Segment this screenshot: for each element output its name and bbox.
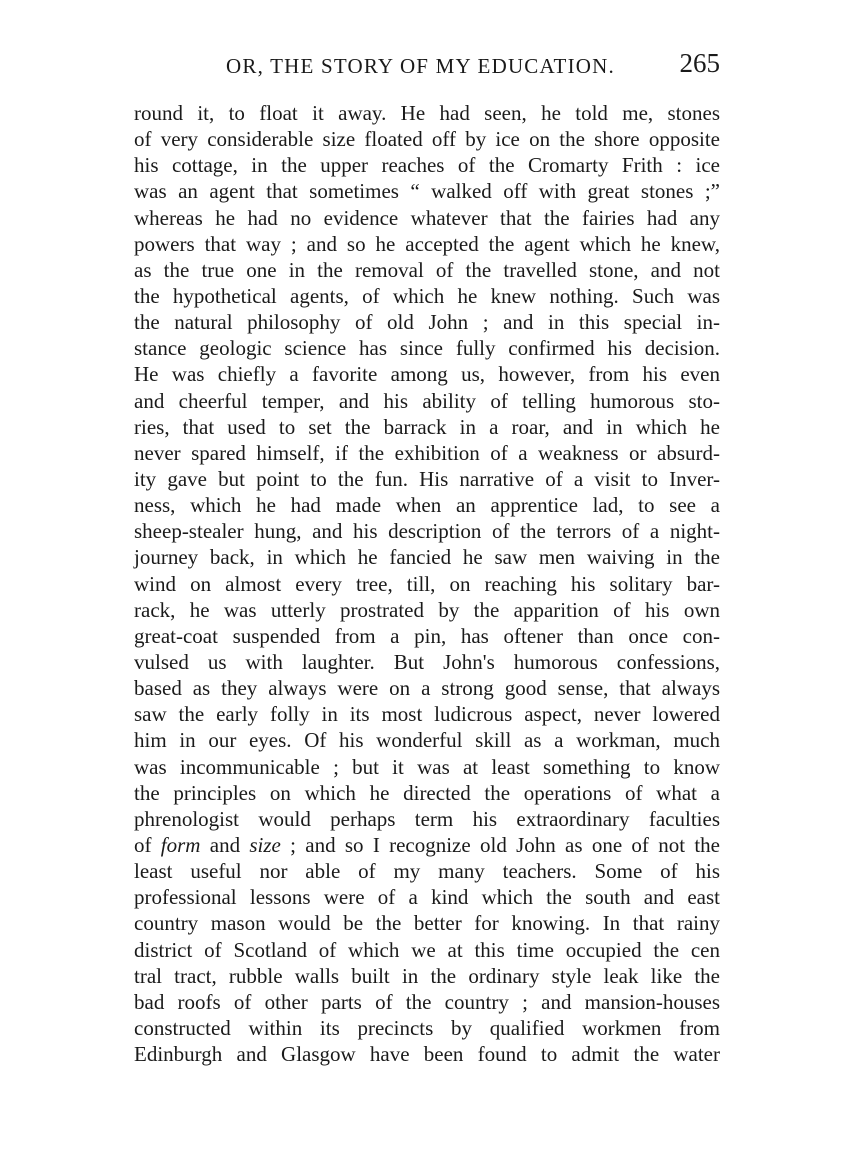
body-text bbox=[134, 100, 720, 1067]
text-line: least useful nor able of my many teachers. Some of his bbox=[134, 859, 720, 884]
text-line: rack, he was utterly prostrated by the apparition of his own bbox=[134, 597, 720, 622]
text-line: based as they always were on a strong good sense, that always bbox=[134, 676, 720, 701]
text-line: the principles on which he directed the operations of what a bbox=[134, 780, 720, 805]
text-line: powers that way ; and so he accepted the agent which he knew, bbox=[134, 231, 720, 256]
text-line: as the true one in the removal of the travelled stone, and not bbox=[134, 257, 720, 282]
text-line: wind on almost every tree, till, on reaching his solitary bar- bbox=[134, 571, 720, 596]
text-line: saw the early folly in its most ludicrous aspect, never lowered bbox=[134, 702, 720, 727]
text-line: was incommunicable ; but it was at least something to know bbox=[134, 754, 720, 779]
text-line: the hypothetical agents, of which he knew nothing. Such was bbox=[134, 283, 720, 308]
text-line: never spared himself, if the exhibition of a weakness or absurd- bbox=[134, 440, 720, 465]
text-line: bad roofs of other parts of the country ; and mansion-houses bbox=[134, 989, 720, 1014]
text-line: vulsed us with laughter. But John's humorous confessions, bbox=[134, 649, 720, 674]
text-line: of very considerable size floated off by ice on the shore opposite bbox=[134, 127, 720, 152]
page-number: 265 bbox=[679, 48, 720, 78]
running-head bbox=[134, 48, 720, 82]
text-line: district of Scotland of which we at this time occupied the cen bbox=[134, 937, 720, 962]
text-line: phrenologist would perhaps term his extraordinary faculties bbox=[134, 806, 720, 831]
text-line: of form and size ; and so I recognize old John as one of not the bbox=[134, 832, 720, 857]
text-line: whereas he had no evidence whatever that the fairies had any bbox=[134, 205, 720, 230]
text-line: ries, that used to set the barrack in a roar, and in which he bbox=[134, 414, 720, 439]
text-line: country mason would be the better for knowing. In that rainy bbox=[134, 911, 720, 936]
text-line: his cottage, in the upper reaches of the Cromarty Frith : ice bbox=[134, 153, 720, 178]
text-line: was an agent that sometimes “ walked off with great stones ;” bbox=[134, 179, 720, 204]
text-line: the natural philosophy of old John ; and in this special in- bbox=[134, 310, 720, 335]
text-line: ity gave but point to the fun. His narrative of a visit to Inver- bbox=[134, 466, 720, 491]
text-line: professional lessons were of a kind which the south and east bbox=[134, 885, 720, 910]
text-line: ness, which he had made when an apprentice lad, to see a bbox=[134, 493, 720, 518]
text-line: great-coat suspended from a pin, has oftener than once con- bbox=[134, 623, 720, 648]
text-line: constructed within its precincts by qualified workmen from bbox=[134, 1015, 720, 1040]
text-line: sheep-stealer hung, and his description of the terrors of a night- bbox=[134, 519, 720, 544]
text-line: Edinburgh and Glasgow have been found to admit the water bbox=[134, 1042, 720, 1067]
text-line: him in our eyes. Of his wonderful skill as a workman, much bbox=[134, 728, 720, 753]
text-line: He was chiefly a favorite among us, however, from his even bbox=[134, 362, 720, 387]
text-line: round it, to float it away. He had seen, he told me, stones bbox=[134, 101, 720, 125]
text-line: tral tract, rubble walls built in the ordinary style leak like the bbox=[134, 963, 720, 988]
text-line: journey back, in which he fancied he saw men waiving in the bbox=[134, 545, 720, 570]
text-line: stance geologic science has since fully confirmed his decision. bbox=[134, 336, 720, 361]
text-line: and cheerful temper, and his ability of telling humorous sto- bbox=[134, 388, 720, 413]
running-title: OR, THE STORY OF MY EDUCATION. bbox=[226, 54, 615, 78]
